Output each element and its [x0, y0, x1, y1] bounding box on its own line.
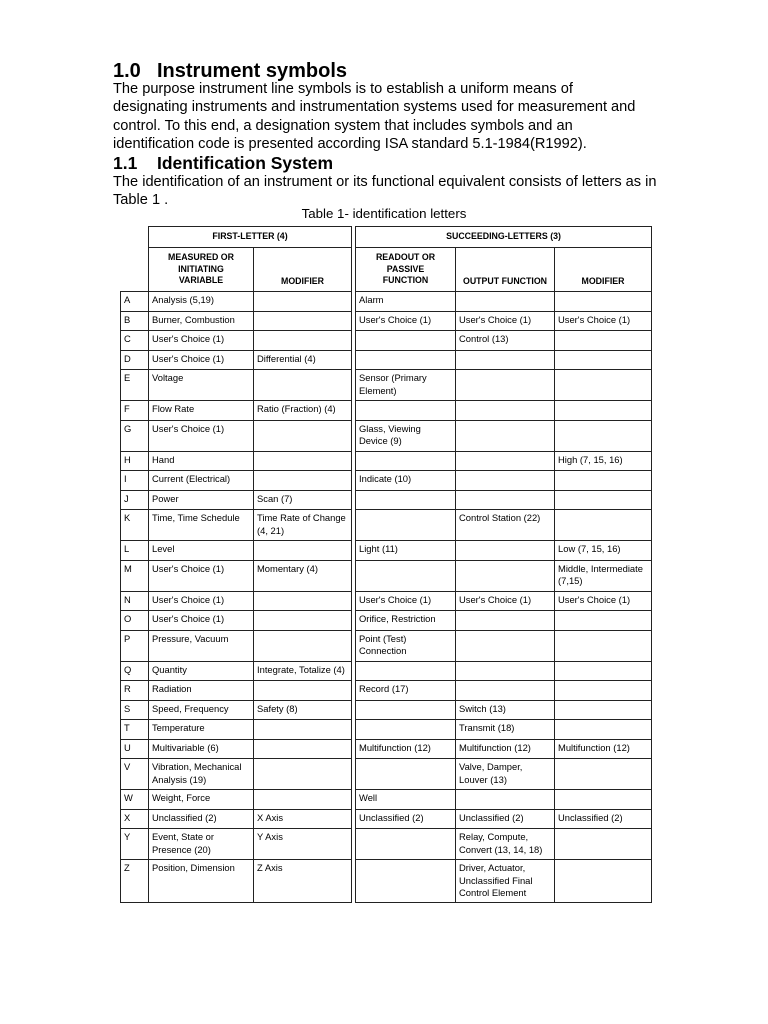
letter-cell: P — [121, 630, 149, 661]
first-modifier-cell — [254, 681, 352, 701]
table-caption — [0, 206, 768, 222]
table-row — [121, 661, 652, 681]
letter-cell: J — [121, 490, 149, 510]
measured-variable-cell: Quantity — [149, 661, 254, 681]
letter-cell: F — [121, 401, 149, 421]
table-row — [121, 401, 652, 421]
table-row — [121, 370, 652, 401]
paragraph-line: identification code is presented according ISA standard 5.1-1984(R1992). — [113, 136, 587, 153]
table-row — [121, 350, 652, 370]
paragraph-line: control. To this end, a designation system that includes symbols and an — [113, 117, 573, 134]
first-modifier-cell: Integrate, Totalize (4) — [254, 661, 352, 681]
readout-function-cell — [356, 560, 456, 591]
output-function-cell — [456, 611, 555, 631]
first-modifier-cell: Momentary (4) — [254, 560, 352, 591]
output-function-cell — [456, 401, 555, 421]
identification-letters-table — [120, 226, 652, 903]
letter-cell: O — [121, 611, 149, 631]
succeeding-modifier-cell — [555, 829, 652, 860]
corner-cell — [121, 227, 149, 248]
output-function-cell: Valve, Damper, Louver (13) — [456, 759, 555, 790]
succeeding-modifier-cell — [555, 700, 652, 720]
first-modifier-cell — [254, 759, 352, 790]
first-modifier-cell: Y Axis — [254, 829, 352, 860]
first-modifier-cell — [254, 292, 352, 312]
table-row — [121, 681, 652, 701]
header-line: READOUT OR — [375, 252, 436, 263]
measured-variable-cell: Voltage — [149, 370, 254, 401]
measured-variable-cell: Multivariable (6) — [149, 739, 254, 759]
measured-variable-cell: Radiation — [149, 681, 254, 701]
output-function-cell — [456, 541, 555, 561]
readout-function-cell — [356, 829, 456, 860]
letter-cell: G — [121, 420, 149, 451]
table-row — [121, 510, 652, 541]
section-number: 1.0 — [113, 60, 141, 82]
measured-variable-cell: Vibration, Mechanical Analysis (19) — [149, 759, 254, 790]
output-function-cell — [456, 350, 555, 370]
output-function-cell — [456, 630, 555, 661]
succeeding-modifier-cell — [555, 661, 652, 681]
first-modifier-header: MODIFIER — [254, 248, 352, 292]
group-header-row — [121, 227, 652, 248]
output-function-cell — [456, 451, 555, 471]
letter-cell: H — [121, 451, 149, 471]
succeeding-modifier-cell — [555, 401, 652, 421]
succeeding-modifier-header: MODIFIER — [555, 248, 652, 292]
readout-function-cell: Alarm — [356, 292, 456, 312]
succeeding-modifier-cell — [555, 471, 652, 491]
succeeding-modifier-cell — [555, 510, 652, 541]
letter-cell: A — [121, 292, 149, 312]
letter-cell: S — [121, 700, 149, 720]
table-row — [121, 311, 652, 331]
output-function-cell: Driver, Actuator, Unclassified Final Control Element — [456, 860, 555, 903]
paragraph-line: The identification of an instrument or its functional equivalent consists of letters as in — [113, 174, 657, 190]
letter-cell: R — [121, 681, 149, 701]
letter-cell: M — [121, 560, 149, 591]
letter-cell: I — [121, 471, 149, 491]
table-row — [121, 809, 652, 829]
measured-variable-cell: Temperature — [149, 720, 254, 740]
section-number: 1.1 — [113, 153, 138, 173]
table-row — [121, 790, 652, 810]
measured-variable-cell: Current (Electrical) — [149, 471, 254, 491]
first-modifier-cell — [254, 720, 352, 740]
letter-cell: E — [121, 370, 149, 401]
section-title: Instrument symbols — [157, 60, 348, 82]
succeeding-modifier-cell: High (7, 15, 16) — [555, 451, 652, 471]
first-modifier-cell — [254, 451, 352, 471]
table-row — [121, 490, 652, 510]
table-row — [121, 451, 652, 471]
succeeding-modifier-cell: Multifunction (12) — [555, 739, 652, 759]
output-function-cell: Control Station (22) — [456, 510, 555, 541]
corner-cell — [121, 248, 149, 292]
letter-cell: U — [121, 739, 149, 759]
output-function-cell: Relay, Compute, Convert (13, 14, 18) — [456, 829, 555, 860]
column-header-row — [121, 248, 652, 292]
output-function-cell: User's Choice (1) — [456, 311, 555, 331]
readout-function-cell: Light (11) — [356, 541, 456, 561]
first-modifier-cell: Scan (7) — [254, 490, 352, 510]
first-modifier-cell — [254, 331, 352, 351]
succeeding-modifier-cell: Low (7, 15, 16) — [555, 541, 652, 561]
readout-function-cell — [356, 759, 456, 790]
measured-variable-cell: User's Choice (1) — [149, 591, 254, 611]
readout-function-cell: User's Choice (1) — [356, 311, 456, 331]
output-function-header: OUTPUT FUNCTION — [456, 248, 555, 292]
header-line: INITIATING — [178, 263, 224, 274]
output-function-cell — [456, 370, 555, 401]
header-line: VARIABLE — [178, 275, 224, 286]
measured-variable-cell: Pressure, Vacuum — [149, 630, 254, 661]
succeeding-modifier-cell: User's Choice (1) — [555, 591, 652, 611]
letter-cell: L — [121, 541, 149, 561]
readout-function-cell — [356, 700, 456, 720]
measured-variable-cell: Speed, Frequency — [149, 700, 254, 720]
first-letter-header: FIRST-LETTER (4) — [149, 227, 352, 248]
output-function-cell: Switch (13) — [456, 700, 555, 720]
section-heading-1-1 — [113, 152, 333, 174]
section-title: Identification System — [157, 153, 334, 173]
first-modifier-cell — [254, 311, 352, 331]
succeeding-letters-header: SUCCEEDING-LETTERS (3) — [356, 227, 652, 248]
output-function-cell — [456, 661, 555, 681]
paragraph-line: Table 1 . — [113, 192, 169, 209]
readout-function-cell — [356, 720, 456, 740]
first-modifier-cell — [254, 611, 352, 631]
measured-variable-cell: Power — [149, 490, 254, 510]
first-modifier-cell: X Axis — [254, 809, 352, 829]
measured-variable-cell: User's Choice (1) — [149, 560, 254, 591]
readout-function-cell: Orifice, Restriction — [356, 611, 456, 631]
readout-function-cell: Multifunction (12) — [356, 739, 456, 759]
table-row — [121, 292, 652, 312]
measured-variable-cell: Event, State or Presence (20) — [149, 829, 254, 860]
first-modifier-cell: Z Axis — [254, 860, 352, 903]
first-modifier-cell: Safety (8) — [254, 700, 352, 720]
output-function-cell — [456, 490, 555, 510]
table-row — [121, 471, 652, 491]
readout-function-cell — [356, 350, 456, 370]
readout-function-cell — [356, 401, 456, 421]
header-line: MEASURED OR — [168, 252, 234, 263]
succeeding-modifier-cell — [555, 720, 652, 740]
intro-paragraph — [113, 80, 635, 154]
letter-cell: Q — [121, 661, 149, 681]
succeeding-modifier-cell — [555, 860, 652, 903]
measured-variable-cell: Level — [149, 541, 254, 561]
first-modifier-cell — [254, 591, 352, 611]
letter-cell: B — [121, 311, 149, 331]
letter-cell: K — [121, 510, 149, 541]
first-modifier-cell: Differential (4) — [254, 350, 352, 370]
first-modifier-cell — [254, 420, 352, 451]
header-line: PASSIVE — [386, 263, 425, 274]
table-row — [121, 331, 652, 351]
letter-cell: V — [121, 759, 149, 790]
table-row — [121, 630, 652, 661]
output-function-cell: Unclassified (2) — [456, 809, 555, 829]
header-line: FUNCTION — [382, 275, 429, 286]
output-function-cell — [456, 471, 555, 491]
measured-variable-cell: Hand — [149, 451, 254, 471]
succeeding-modifier-cell — [555, 490, 652, 510]
readout-function-cell — [356, 510, 456, 541]
readout-function-cell — [356, 331, 456, 351]
readout-function-cell: Sensor (Primary Element) — [356, 370, 456, 401]
table-row — [121, 829, 652, 860]
first-modifier-cell — [254, 370, 352, 401]
output-function-cell: User's Choice (1) — [456, 591, 555, 611]
table-row — [121, 700, 652, 720]
measured-variable-cell: Flow Rate — [149, 401, 254, 421]
table-caption-text: Table 1- identification letters — [301, 206, 467, 221]
succeeding-modifier-cell — [555, 759, 652, 790]
readout-function-cell: Unclassified (2) — [356, 809, 456, 829]
measured-variable-cell: User's Choice (1) — [149, 331, 254, 351]
letter-cell: T — [121, 720, 149, 740]
readout-function-cell: Indicate (10) — [356, 471, 456, 491]
succeeding-modifier-cell — [555, 681, 652, 701]
succeeding-modifier-cell — [555, 292, 652, 312]
readout-function-cell: Well — [356, 790, 456, 810]
succeeding-modifier-cell — [555, 420, 652, 451]
first-modifier-cell — [254, 790, 352, 810]
output-function-cell — [456, 560, 555, 591]
output-function-cell — [456, 292, 555, 312]
readout-function-cell: Point (Test) Connection — [356, 630, 456, 661]
output-function-cell: Multifunction (12) — [456, 739, 555, 759]
succeeding-modifier-cell — [555, 331, 652, 351]
letter-cell: D — [121, 350, 149, 370]
readout-function-header — [356, 248, 456, 292]
table-row — [121, 420, 652, 451]
table-body — [121, 292, 652, 903]
letter-cell: Y — [121, 829, 149, 860]
succeeding-modifier-cell: Unclassified (2) — [555, 809, 652, 829]
table-row — [121, 759, 652, 790]
readout-function-cell — [356, 661, 456, 681]
first-modifier-cell — [254, 630, 352, 661]
succeeding-modifier-cell — [555, 790, 652, 810]
letter-cell: C — [121, 331, 149, 351]
readout-function-cell: Record (17) — [356, 681, 456, 701]
measured-variable-cell: Weight, Force — [149, 790, 254, 810]
readout-function-cell — [356, 860, 456, 903]
paragraph-line: The purpose instrument line symbols is to establish a uniform means of — [113, 81, 573, 97]
first-modifier-cell — [254, 471, 352, 491]
letter-cell: Z — [121, 860, 149, 903]
succeeding-modifier-cell: User's Choice (1) — [555, 311, 652, 331]
readout-function-cell: User's Choice (1) — [356, 591, 456, 611]
readout-function-cell — [356, 451, 456, 471]
measured-variable-cell: Analysis (5,19) — [149, 292, 254, 312]
succeeding-modifier-cell — [555, 630, 652, 661]
measured-variable-cell: User's Choice (1) — [149, 611, 254, 631]
output-function-cell: Transmit (18) — [456, 720, 555, 740]
table-row — [121, 720, 652, 740]
table-row — [121, 860, 652, 903]
measured-variable-cell: Unclassified (2) — [149, 809, 254, 829]
table-row — [121, 560, 652, 591]
table-row — [121, 739, 652, 759]
table-row — [121, 611, 652, 631]
succeeding-modifier-cell — [555, 611, 652, 631]
measured-variable-cell: Position, Dimension — [149, 860, 254, 903]
identification-paragraph — [113, 173, 657, 210]
measured-variable-header — [149, 248, 254, 292]
paragraph-line: designating instruments and instrumentation systems used for measurement and — [113, 99, 636, 116]
table-row — [121, 541, 652, 561]
succeeding-modifier-cell — [555, 370, 652, 401]
readout-function-cell — [356, 490, 456, 510]
output-function-cell — [456, 420, 555, 451]
letter-cell: W — [121, 790, 149, 810]
measured-variable-cell: User's Choice (1) — [149, 350, 254, 370]
measured-variable-cell: Time, Time Schedule — [149, 510, 254, 541]
first-modifier-cell: Ratio (Fraction) (4) — [254, 401, 352, 421]
first-modifier-cell — [254, 739, 352, 759]
measured-variable-cell: User's Choice (1) — [149, 420, 254, 451]
first-modifier-cell — [254, 541, 352, 561]
output-function-cell: Control (13) — [456, 331, 555, 351]
first-modifier-cell: Time Rate of Change (4, 21) — [254, 510, 352, 541]
readout-function-cell: Glass, Viewing Device (9) — [356, 420, 456, 451]
succeeding-modifier-cell: Middle, Intermediate (7,15) — [555, 560, 652, 591]
table-row — [121, 591, 652, 611]
output-function-cell — [456, 790, 555, 810]
output-function-cell — [456, 681, 555, 701]
letter-cell: N — [121, 591, 149, 611]
succeeding-modifier-cell — [555, 350, 652, 370]
letter-cell: X — [121, 809, 149, 829]
measured-variable-cell: Burner, Combustion — [149, 311, 254, 331]
